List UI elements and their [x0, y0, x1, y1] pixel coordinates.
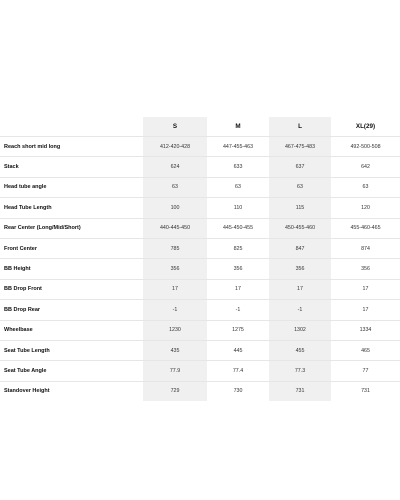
- table-row: [0, 238, 400, 258]
- table-cell: 1275: [207, 320, 269, 340]
- table-cell: 110: [207, 198, 269, 218]
- table-cell: 874: [331, 238, 400, 258]
- row-label: Head tube angle: [0, 177, 143, 197]
- table-cell: 440-445-450: [143, 218, 207, 238]
- row-label: Front Center: [0, 238, 143, 258]
- column-header-m: M: [235, 123, 241, 130]
- table-cell: 120: [331, 198, 400, 218]
- table-cell: 356: [331, 259, 400, 279]
- table-row: [0, 300, 400, 320]
- table-cell: 356: [207, 259, 269, 279]
- row-label: BB Drop Rear: [0, 300, 143, 320]
- table-cell: 17: [143, 279, 207, 299]
- table-cell: 17: [331, 279, 400, 299]
- table-cell: 847: [269, 238, 331, 258]
- table-cell: 729: [143, 381, 207, 401]
- table-cell: 633: [207, 157, 269, 177]
- table-row: [0, 361, 400, 381]
- table-cell: 455: [269, 340, 331, 360]
- row-label: Seat Tube Angle: [0, 361, 143, 381]
- table-cell: 100: [143, 198, 207, 218]
- table-cell: 356: [269, 259, 331, 279]
- table-cell: 356: [143, 259, 207, 279]
- row-label: Seat Tube Length: [0, 340, 143, 360]
- header-corner-cell: [0, 117, 143, 137]
- table-cell: 63: [269, 177, 331, 197]
- table-row: [0, 259, 400, 279]
- table-row: [0, 320, 400, 340]
- table-cell: -1: [269, 300, 331, 320]
- table-cell: -1: [207, 300, 269, 320]
- column-header-s: S: [143, 117, 207, 137]
- table-row: [0, 198, 400, 218]
- header-row: [0, 117, 400, 137]
- table-cell: 450-455-460: [269, 218, 331, 238]
- table-cell: 731: [331, 381, 400, 401]
- column-header-l: L: [269, 117, 331, 137]
- table-cell: 637: [269, 157, 331, 177]
- table-cell: 1302: [269, 320, 331, 340]
- table-cell: 17: [269, 279, 331, 299]
- table-cell: 447-455-463: [207, 137, 269, 157]
- table-cell: 492-500-508: [331, 137, 400, 157]
- row-label: Reach short mid long: [0, 137, 143, 157]
- row-label: Stack: [0, 157, 143, 177]
- table-cell: 412-420-428: [143, 137, 207, 157]
- table-cell: 465: [331, 340, 400, 360]
- table-cell: 77: [331, 361, 400, 381]
- table-row: [0, 137, 400, 157]
- table-row: [0, 157, 400, 177]
- row-label: Standover Height: [0, 381, 143, 401]
- table-cell: 115: [269, 198, 331, 218]
- table-row: [0, 340, 400, 360]
- geometry-table: [0, 117, 400, 401]
- table-cell: 63: [331, 177, 400, 197]
- table-cell: 731: [269, 381, 331, 401]
- table-cell: 435: [143, 340, 207, 360]
- table-cell: 77.9: [143, 361, 207, 381]
- table-cell: 17: [331, 300, 400, 320]
- row-label: Wheelbase: [0, 320, 143, 340]
- table-cell: 785: [143, 238, 207, 258]
- table-cell: 1334: [331, 320, 400, 340]
- table-cell: 642: [331, 157, 400, 177]
- table-row: [0, 177, 400, 197]
- table-row: [0, 218, 400, 238]
- table-cell: 445-450-455: [207, 218, 269, 238]
- table-cell: 455-460-465: [331, 218, 400, 238]
- table-cell: 445: [207, 340, 269, 360]
- table-cell: -1: [143, 300, 207, 320]
- table-cell: 624: [143, 157, 207, 177]
- row-label: BB Drop Front: [0, 279, 143, 299]
- row-label: Head Tube Length: [0, 198, 143, 218]
- table-cell: 825: [207, 238, 269, 258]
- table-cell: 63: [207, 177, 269, 197]
- table-cell: 63: [143, 177, 207, 197]
- table-cell: 77.4: [207, 361, 269, 381]
- table-cell: 17: [207, 279, 269, 299]
- table-cell: 77.3: [269, 361, 331, 381]
- geometry-table-container: [0, 117, 400, 401]
- row-label: Rear Center (Long/Mid/Short): [0, 218, 143, 238]
- row-label: BB Height: [0, 259, 143, 279]
- column-header-xl29: XL(29): [355, 123, 376, 130]
- table-cell: 730: [207, 381, 269, 401]
- table-row: [0, 381, 400, 401]
- table-row: [0, 279, 400, 299]
- table-cell: 1230: [143, 320, 207, 340]
- table-cell: 467-475-483: [269, 137, 331, 157]
